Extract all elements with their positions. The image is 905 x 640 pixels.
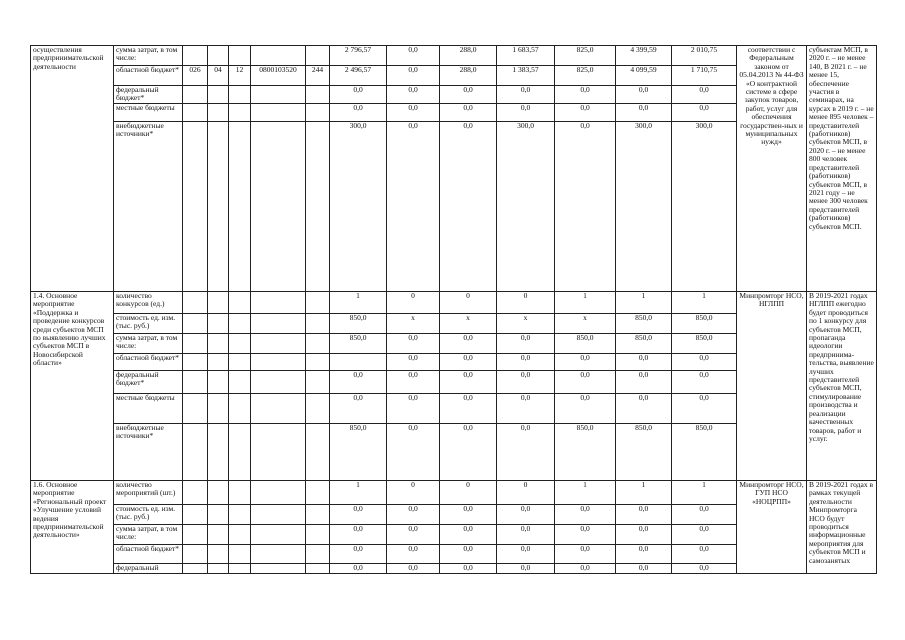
- value-cell: 288,0: [440, 66, 497, 86]
- value-cell: 0,0: [555, 505, 616, 525]
- value-cell: 0,0: [330, 394, 387, 424]
- value-cell: 0,0: [330, 564, 387, 574]
- value-cell: 0,0: [387, 424, 440, 481]
- value-cell: 300,0: [497, 122, 555, 292]
- expense-type-cell: [306, 371, 330, 394]
- value-cell: 0: [387, 481, 440, 505]
- value-cell: 0,0: [555, 104, 616, 122]
- grbs-code-cell: [183, 505, 208, 525]
- expected-result-cell: субъектам МСП, в 2020 г. – не менее 140, В 2021 г. – не менее 15, обеспечение участия в семинарах, на курсах в 2019 г. – не менее 895 человек – представителей (работников) субъектов МСП, в 2020 г. – не менее 800 человек представителей (работников) субъектов МСП, в 2021 году – не менее 300 человек представителей (работников) субъектов МСП.: [807, 46, 877, 292]
- expense-type-cell: [306, 525, 330, 545]
- value-cell: 0,0: [330, 104, 387, 122]
- section-code-cell: [208, 394, 229, 424]
- subsection-code-cell: [229, 334, 251, 354]
- value-cell: 1: [555, 481, 616, 505]
- value-cell: 0,0: [555, 371, 616, 394]
- executor-cell: соответствии с Федеральным законом от 05.04.2013 № 44-ФЗ «О контрактной системе в сфере закупок товаров, работ, услуг для обеспечения государствен-ных и муниципальных нужд»: [737, 46, 807, 292]
- section-code-cell: [208, 292, 229, 314]
- value-cell: 0: [497, 292, 555, 314]
- value-cell: 0,0: [555, 545, 616, 564]
- value-cell: 0,0: [555, 525, 616, 545]
- table-row: [31, 481, 877, 505]
- value-cell: 0,0: [330, 505, 387, 525]
- value-cell: 0,0: [387, 122, 440, 292]
- value-cell: 0,0: [497, 86, 555, 104]
- value-cell: 300,0: [672, 122, 737, 292]
- value-cell: 1 383,57: [497, 66, 555, 86]
- grbs-code-cell: [183, 122, 208, 292]
- value-cell: 0,0: [497, 545, 555, 564]
- section-code-cell: [208, 104, 229, 122]
- value-cell: 0,0: [616, 354, 672, 371]
- subsection-code-cell: [229, 292, 251, 314]
- value-cell: 850,0: [616, 424, 672, 481]
- grbs-code-cell: [183, 564, 208, 574]
- expense-type-cell: [306, 564, 330, 574]
- value-cell: 0,0: [387, 394, 440, 424]
- budget-table-page: [30, 45, 876, 574]
- value-cell: 1 683,57: [497, 46, 555, 66]
- value-cell: x: [387, 314, 440, 334]
- value-cell: 825,0: [555, 66, 616, 86]
- value-cell: [330, 354, 387, 371]
- table-row: [31, 46, 877, 66]
- value-cell: 0,0: [616, 86, 672, 104]
- subsection-code-cell: [229, 104, 251, 122]
- section-code-cell: 04: [208, 66, 229, 86]
- indicator-label-cell: областной бюджет*: [114, 66, 183, 86]
- value-cell: 0,0: [672, 525, 737, 545]
- value-cell: 0,0: [497, 525, 555, 545]
- grbs-code-cell: [183, 104, 208, 122]
- value-cell: 825,0: [555, 46, 616, 66]
- value-cell: 0,0: [672, 86, 737, 104]
- value-cell: 0,0: [497, 424, 555, 481]
- value-cell: 850,0: [672, 334, 737, 354]
- expense-type-cell: 244: [306, 66, 330, 86]
- value-cell: 0,0: [497, 371, 555, 394]
- value-cell: 0,0: [440, 354, 497, 371]
- indicator-label-cell: федеральный бюджет*: [114, 86, 183, 104]
- indicator-label-cell: сумма затрат, в том числе:: [114, 46, 183, 66]
- subsection-code-cell: [229, 122, 251, 292]
- section-code-cell: [208, 481, 229, 505]
- subsection-code-cell: [229, 354, 251, 371]
- value-cell: 0,0: [555, 354, 616, 371]
- value-cell: 0,0: [330, 86, 387, 104]
- value-cell: 2 010,75: [672, 46, 737, 66]
- value-cell: 1: [616, 481, 672, 505]
- value-cell: 0,0: [387, 66, 440, 86]
- section-code-cell: [208, 86, 229, 104]
- grbs-code-cell: [183, 525, 208, 545]
- target-article-cell: [251, 505, 306, 525]
- value-cell: 0,0: [672, 545, 737, 564]
- target-article-cell: [251, 371, 306, 394]
- value-cell: 0,0: [672, 505, 737, 525]
- expense-type-cell: [306, 481, 330, 505]
- subsection-code-cell: [229, 371, 251, 394]
- target-article-cell: [251, 564, 306, 574]
- subsection-code-cell: [229, 424, 251, 481]
- target-article-cell: [251, 292, 306, 314]
- value-cell: 1: [555, 292, 616, 314]
- executor-cell: Минпромторг НСО, ГУП НСО «НОЦРПП»: [737, 481, 807, 574]
- value-cell: 0,0: [440, 371, 497, 394]
- value-cell: 0,0: [387, 354, 440, 371]
- target-article-cell: [251, 86, 306, 104]
- indicator-label-cell: местные бюджеты: [114, 104, 183, 122]
- target-article-cell: [251, 394, 306, 424]
- value-cell: 0,0: [387, 46, 440, 66]
- section-code-cell: [208, 564, 229, 574]
- value-cell: 0,0: [387, 545, 440, 564]
- target-article-cell: [251, 525, 306, 545]
- target-article-cell: [251, 354, 306, 371]
- value-cell: 850,0: [616, 314, 672, 334]
- value-cell: 850,0: [330, 424, 387, 481]
- subsection-code-cell: [229, 545, 251, 564]
- expense-type-cell: [306, 314, 330, 334]
- grbs-code-cell: [183, 371, 208, 394]
- value-cell: 1: [672, 292, 737, 314]
- indicator-label-cell: федеральный бюджет*: [114, 371, 183, 394]
- expense-type-cell: [306, 292, 330, 314]
- value-cell: 850,0: [330, 334, 387, 354]
- section-code-cell: [208, 505, 229, 525]
- value-cell: 0,0: [616, 371, 672, 394]
- value-cell: 1 710,75: [672, 66, 737, 86]
- executor-cell: Минпромторг НСО, НГЛПП: [737, 292, 807, 481]
- subsection-code-cell: [229, 505, 251, 525]
- indicator-label-cell: стоимость ед. изм. (тыс. руб.): [114, 314, 183, 334]
- value-cell: 288,0: [440, 46, 497, 66]
- value-cell: 2 496,57: [330, 66, 387, 86]
- value-cell: 0,0: [440, 394, 497, 424]
- value-cell: 1: [672, 481, 737, 505]
- grbs-code-cell: [183, 481, 208, 505]
- indicator-label-cell: сумма затрат, в том числе:: [114, 334, 183, 354]
- target-article-cell: [251, 104, 306, 122]
- grbs-code-cell: [183, 292, 208, 314]
- value-cell: 0,0: [387, 371, 440, 394]
- value-cell: 0,0: [387, 525, 440, 545]
- value-cell: x: [440, 314, 497, 334]
- value-cell: 0: [497, 481, 555, 505]
- grbs-code-cell: [183, 424, 208, 481]
- activity-name-cell: 1.6. Основное мероприятие «Региональный проект «Улучшение условий ведения предпринимательской деятельности»: [31, 481, 114, 574]
- value-cell: 0,0: [672, 371, 737, 394]
- target-article-cell: [251, 314, 306, 334]
- section-code-cell: [208, 122, 229, 292]
- subsection-code-cell: [229, 394, 251, 424]
- value-cell: 0,0: [616, 564, 672, 574]
- section-code-cell: [208, 525, 229, 545]
- target-article-cell: [251, 46, 306, 66]
- value-cell: 2 796,57: [330, 46, 387, 66]
- expense-type-cell: [306, 104, 330, 122]
- value-cell: 1: [616, 292, 672, 314]
- target-article-cell: [251, 122, 306, 292]
- value-cell: 850,0: [616, 334, 672, 354]
- section-code-cell: [208, 354, 229, 371]
- table-row: [31, 292, 877, 314]
- expense-type-cell: [306, 334, 330, 354]
- indicator-label-cell: сумма затрат, в том числе:: [114, 525, 183, 545]
- expense-type-cell: [306, 46, 330, 66]
- value-cell: 0,0: [330, 545, 387, 564]
- section-code-cell: [208, 46, 229, 66]
- indicator-label-cell: федеральный: [114, 564, 183, 574]
- value-cell: 0,0: [616, 525, 672, 545]
- value-cell: 0,0: [440, 564, 497, 574]
- value-cell: 0,0: [387, 86, 440, 104]
- section-code-cell: [208, 314, 229, 334]
- grbs-code-cell: [183, 46, 208, 66]
- target-article-cell: [251, 481, 306, 505]
- value-cell: 0,0: [616, 545, 672, 564]
- value-cell: 1: [330, 292, 387, 314]
- value-cell: 0,0: [497, 505, 555, 525]
- subsection-code-cell: [229, 525, 251, 545]
- value-cell: 0,0: [387, 334, 440, 354]
- section-code-cell: [208, 424, 229, 481]
- value-cell: 0,0: [555, 394, 616, 424]
- value-cell: 0,0: [672, 354, 737, 371]
- value-cell: 0,0: [440, 86, 497, 104]
- expense-type-cell: [306, 86, 330, 104]
- indicator-label-cell: областной бюджет*: [114, 354, 183, 371]
- value-cell: 0,0: [330, 371, 387, 394]
- grbs-code-cell: 026: [183, 66, 208, 86]
- subsection-code-cell: [229, 481, 251, 505]
- value-cell: 0,0: [497, 564, 555, 574]
- value-cell: 1: [330, 481, 387, 505]
- value-cell: 0: [440, 481, 497, 505]
- value-cell: 0: [440, 292, 497, 314]
- indicator-label-cell: областной бюджет*: [114, 545, 183, 564]
- value-cell: x: [497, 314, 555, 334]
- expense-type-cell: [306, 424, 330, 481]
- budget-table: [30, 45, 877, 574]
- grbs-code-cell: [183, 86, 208, 104]
- value-cell: 0,0: [555, 86, 616, 104]
- value-cell: 0,0: [672, 104, 737, 122]
- target-article-cell: [251, 334, 306, 354]
- value-cell: 0,0: [616, 394, 672, 424]
- expected-result-cell: В 2019-2021 годах НГЛПП ежегодно будет проводиться по 1 конкурсу для субъектов МСП, пропаганда идеологии предпринима-тельства, выявление лучших представителей субъектов МСП, стимулирование производства и реализации качественных товаров, работ и услуг.: [807, 292, 877, 481]
- expense-type-cell: [306, 122, 330, 292]
- value-cell: 0,0: [440, 424, 497, 481]
- value-cell: 0,0: [440, 104, 497, 122]
- value-cell: 850,0: [555, 334, 616, 354]
- grbs-code-cell: [183, 334, 208, 354]
- indicator-label-cell: внебюджетные источники*: [114, 424, 183, 481]
- subsection-code-cell: [229, 86, 251, 104]
- target-article-cell: 0800103520: [251, 66, 306, 86]
- value-cell: 0,0: [440, 505, 497, 525]
- value-cell: 0,0: [440, 545, 497, 564]
- target-article-cell: [251, 545, 306, 564]
- value-cell: 0,0: [672, 564, 737, 574]
- subsection-code-cell: [229, 46, 251, 66]
- grbs-code-cell: [183, 314, 208, 334]
- value-cell: 0,0: [330, 525, 387, 545]
- value-cell: 0,0: [616, 505, 672, 525]
- section-code-cell: [208, 371, 229, 394]
- subsection-code-cell: [229, 564, 251, 574]
- value-cell: 0,0: [672, 394, 737, 424]
- value-cell: 0,0: [616, 104, 672, 122]
- value-cell: 0,0: [387, 104, 440, 122]
- expense-type-cell: [306, 354, 330, 371]
- value-cell: 850,0: [672, 424, 737, 481]
- value-cell: 0,0: [387, 564, 440, 574]
- value-cell: 0,0: [555, 122, 616, 292]
- value-cell: 4 399,59: [616, 46, 672, 66]
- value-cell: x: [555, 314, 616, 334]
- grbs-code-cell: [183, 354, 208, 371]
- value-cell: 0,0: [440, 334, 497, 354]
- subsection-code-cell: 12: [229, 66, 251, 86]
- value-cell: 0,0: [555, 564, 616, 574]
- value-cell: 0,0: [440, 525, 497, 545]
- value-cell: 0,0: [440, 122, 497, 292]
- indicator-label-cell: стоимость ед. изм. (тыс. руб.): [114, 505, 183, 525]
- value-cell: 850,0: [672, 314, 737, 334]
- value-cell: 300,0: [616, 122, 672, 292]
- value-cell: 0,0: [497, 394, 555, 424]
- target-article-cell: [251, 424, 306, 481]
- value-cell: 850,0: [330, 314, 387, 334]
- grbs-code-cell: [183, 394, 208, 424]
- indicator-label-cell: внебюджетные источники*: [114, 122, 183, 292]
- value-cell: 850,0: [555, 424, 616, 481]
- grbs-code-cell: [183, 545, 208, 564]
- indicator-label-cell: количество конкурсов (ед.): [114, 292, 183, 314]
- expected-result-cell: В 2019-2021 годах в рамках текущей деятельности Минпромторга НСО будут проводиться информационные мероприятия для субъектов МСП и самозанятых: [807, 481, 877, 574]
- value-cell: 300,0: [330, 122, 387, 292]
- expense-type-cell: [306, 394, 330, 424]
- value-cell: 0: [387, 292, 440, 314]
- section-code-cell: [208, 334, 229, 354]
- activity-name-cell: осуществления предпринимательской деятельности: [31, 46, 114, 292]
- section-code-cell: [208, 545, 229, 564]
- expense-type-cell: [306, 545, 330, 564]
- value-cell: 4 099,59: [616, 66, 672, 86]
- value-cell: 0,0: [387, 505, 440, 525]
- indicator-label-cell: местные бюджеты: [114, 394, 183, 424]
- value-cell: 0,0: [497, 104, 555, 122]
- activity-name-cell: 1.4. Основное мероприятие «Поддержка и проведение конкурсов среди субъектов МСП по выявлению лучших субъектов МСП в Новосибирской области»: [31, 292, 114, 481]
- indicator-label-cell: количество мероприятий (шт.): [114, 481, 183, 505]
- expense-type-cell: [306, 505, 330, 525]
- subsection-code-cell: [229, 314, 251, 334]
- value-cell: 0,0: [497, 334, 555, 354]
- value-cell: 0,0: [497, 354, 555, 371]
